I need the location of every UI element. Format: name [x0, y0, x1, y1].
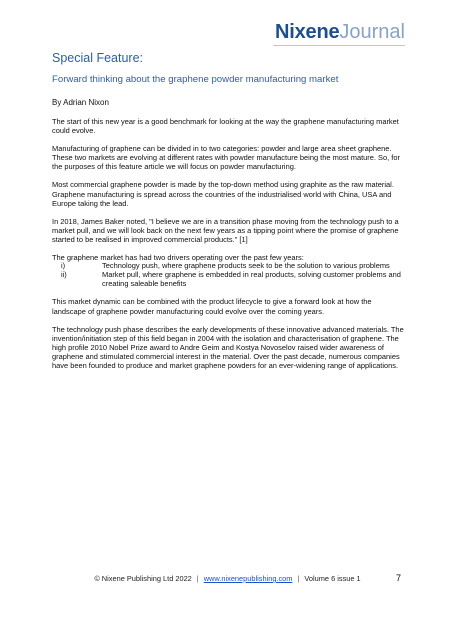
logo-journal: Journal	[339, 21, 405, 43]
article-title: Forward thinking about the graphene powder manufacturing market	[52, 74, 339, 85]
list-item-number: ii)	[61, 270, 67, 280]
list-item-text: Technology push, where graphene products seek to be the solution to various problems	[102, 261, 390, 271]
drivers-list	[52, 261, 404, 288]
paragraph: This market dynamic can be combined with the product lifecycle to give a forward look at how the landscape of graphene powder manufacturing could evolve over the coming years.	[52, 297, 372, 316]
article-body	[52, 117, 404, 379]
footer-website-link[interactable]: www.nixenepublishing.com	[203, 574, 293, 583]
section-label: Special Feature:	[52, 51, 144, 65]
paragraph: In 2018, James Baker noted, "I believe we are in a transition phase moving from the technology push to a market pull, and we will look back on the next few years as a tipping point where the promise of graphene started to be realised in improved commercial products." [1]	[52, 216, 399, 244]
list-item-number: i)	[61, 261, 66, 271]
paragraph: Most commercial graphene powder is made by the top-down method using graphite as the raw material. Graphene manufacturing is spread across the countries of the industrialised world with China, USA and Europe taking the lead.	[52, 180, 394, 208]
list-item	[52, 270, 404, 288]
paragraph: The technology push phase describes the early developments of these innovative advanced materials. The invention/initiation step of this field began in 2004 with the isolation and characterisation of graphene. The high profile 2010 Nobel Prize award to Andre Geim and Kostya Novoselov raised wider awareness of graphene and stimulated commercial interest in the material. Over the past decade, numerous companies have been founded to produce and market graphene powders for an ever-widening range of applications.	[52, 324, 404, 370]
list-item-text: Market pull, where graphene is embedded in real products, solving customer problems and creating saleable benefits	[102, 270, 401, 289]
masthead-rule	[273, 45, 405, 46]
logo-brand: Nixene	[275, 21, 340, 43]
footer-separator: |	[196, 574, 199, 583]
footer-issue: Volume 6 issue 1	[304, 574, 361, 583]
list-item	[52, 261, 404, 270]
paragraph: The start of this new year is a good benchmark for looking at the way the graphene manufacturing market could evolve.	[52, 117, 399, 136]
page-number: 7	[396, 573, 402, 583]
byline: By Adrian Nixon	[52, 98, 109, 107]
paragraph: The graphene market has had two drivers operating over the past few years:	[52, 253, 304, 263]
paragraph: Manufacturing of graphene can be divided in to two categories: powder and large area sheet graphene. These two markets are evolving at different rates with powder manufacture being the most mature. So, for the purposes of this feature article we will focus on powder manufacturing.	[52, 144, 400, 172]
footer-copyright: © Nixene Publishing Ltd 2022	[94, 574, 192, 583]
page-footer	[0, 574, 455, 583]
footer-separator: |	[297, 574, 300, 583]
masthead-logo	[275, 22, 405, 42]
